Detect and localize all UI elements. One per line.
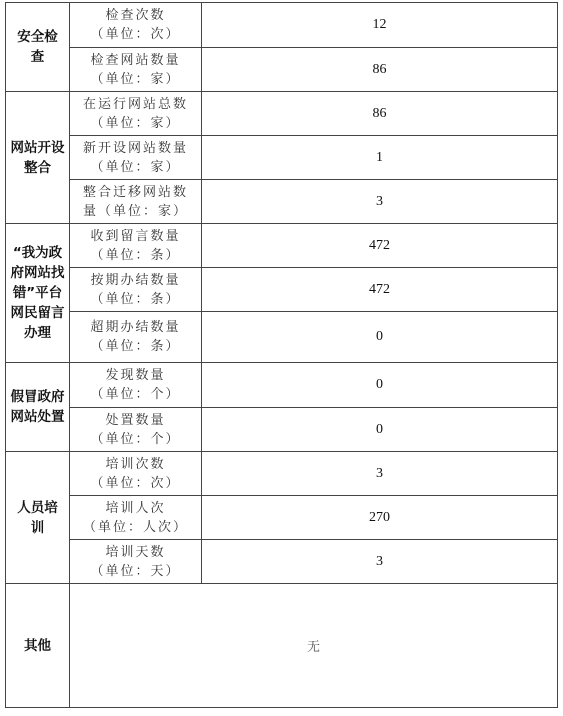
item-label-cell: 检查次数 （单位：次） — [70, 3, 202, 48]
table-row — [6, 496, 558, 540]
item-label-cell: 发现数量 （单位：个） — [70, 363, 202, 408]
item-label-cell: 处置数量 （单位：个） — [70, 408, 202, 452]
item-label-cell: 培训人次 （单位：人次） — [70, 496, 202, 540]
value-cell: 0 — [202, 408, 558, 452]
value-cell: 270 — [202, 496, 558, 540]
value-cell: 86 — [202, 48, 558, 92]
table-row — [6, 312, 558, 363]
item-label-cell: 新开设网站数量 （单位：家） — [70, 136, 202, 180]
category-cell-security-check: 安全检查 — [6, 3, 70, 92]
table-row — [6, 3, 558, 48]
table-row — [6, 408, 558, 452]
value-cell: 3 — [202, 180, 558, 224]
value-cell: 3 — [202, 540, 558, 584]
table-row — [6, 92, 558, 136]
statistics-table — [5, 2, 558, 708]
item-label-cell: 整合迁移网站数 量（单位：家） — [70, 180, 202, 224]
table-row — [6, 540, 558, 584]
item-label-cell: 按期办结数量 （单位：条） — [70, 268, 202, 312]
value-cell: 86 — [202, 92, 558, 136]
item-label-cell: 收到留言数量 （单位：条） — [70, 224, 202, 268]
item-label-cell: 检查网站数量 （单位：家） — [70, 48, 202, 92]
value-cell: 0 — [202, 312, 558, 363]
value-cell: 1 — [202, 136, 558, 180]
table-row — [6, 584, 558, 708]
value-cell: 12 — [202, 3, 558, 48]
table-row — [6, 224, 558, 268]
category-cell-fake-sites: 假冒政府网站处置 — [6, 363, 70, 452]
value-cell: 3 — [202, 452, 558, 496]
value-cell: 472 — [202, 268, 558, 312]
value-cell: 472 — [202, 224, 558, 268]
category-cell-other: 其他 — [6, 584, 70, 708]
item-label-cell: 超期办结数量 （单位：条） — [70, 312, 202, 363]
value-cell: 0 — [202, 363, 558, 408]
table-row — [6, 136, 558, 180]
category-cell-site-integration: 网站开设整合 — [6, 92, 70, 224]
category-cell-error-report: “我为政府网站找错”平台网民留言办理 — [6, 224, 70, 363]
item-label-cell: 培训天数 （单位：天） — [70, 540, 202, 584]
table-row — [6, 180, 558, 224]
table-row — [6, 48, 558, 92]
item-label-cell: 在运行网站总数 （单位：家） — [70, 92, 202, 136]
category-cell-training: 人员培训 — [6, 452, 70, 584]
other-value-cell: 无 — [70, 584, 558, 708]
item-label-cell: 培训次数 （单位：次） — [70, 452, 202, 496]
table-row — [6, 268, 558, 312]
table-row — [6, 363, 558, 408]
table-row — [6, 452, 558, 496]
